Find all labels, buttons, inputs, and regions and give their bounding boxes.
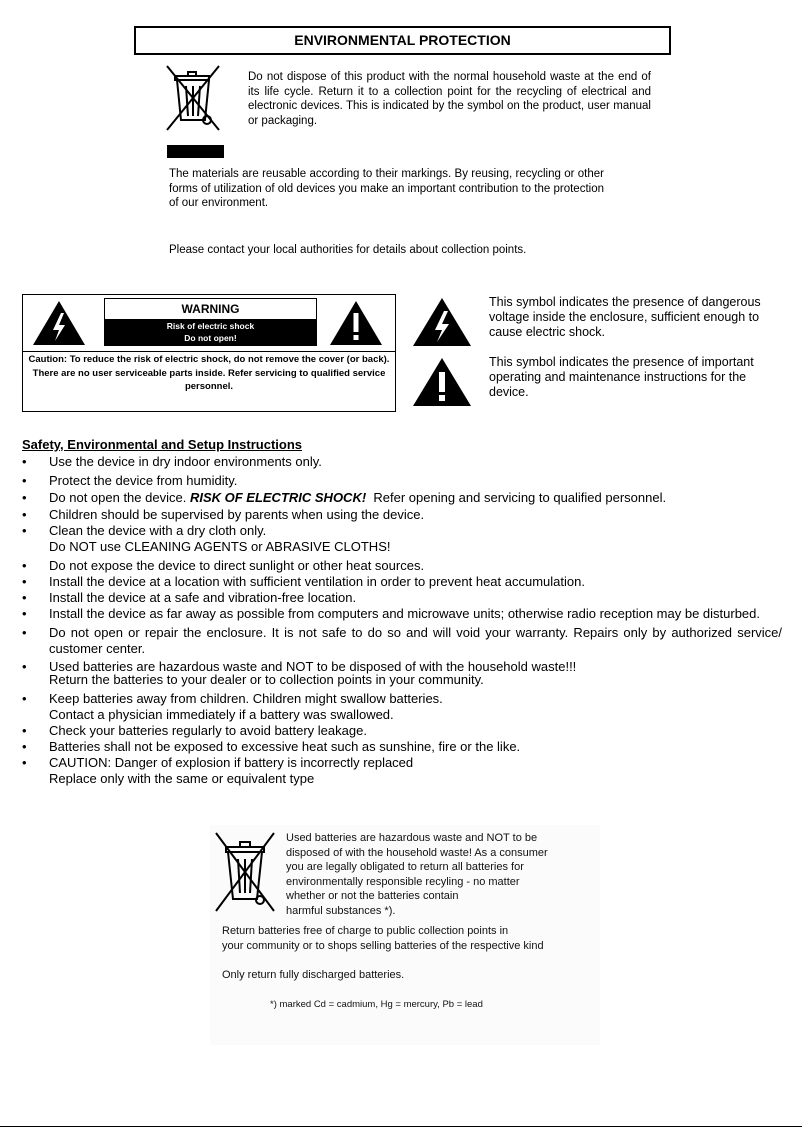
list-item-text: Install the device at a location with sufficient ventilation in order to prevent heat accumulation. — [49, 574, 585, 589]
lightning-symbol-description: This symbol indicates the presence of dangerous voltage inside the enclosure, sufficient enough to cause electric shock. — [489, 295, 761, 339]
bullet: • — [22, 490, 27, 505]
list-item-text: Children should be supervised by parents when using the device. — [49, 507, 425, 522]
list-item-text-line2: Return the batteries to your dealer or to collection points in your community. — [49, 672, 484, 687]
list-item-text: Check your batteries regularly to avoid battery leakage. — [49, 723, 367, 738]
list-item — [22, 507, 782, 523]
battery-return-text — [222, 924, 602, 953]
list-item-text: Install the device as far away as possible from computers and microwave units; otherwise radio reception may be disturbed. — [49, 606, 761, 621]
bullet: • — [22, 659, 27, 674]
list-item-text-line2: Do NOT use CLEANING AGENTS or ABRASIVE CLOTHS! — [49, 539, 391, 554]
environmental-protection-title: ENVIRONMENTAL PROTECTION — [134, 26, 671, 55]
list-item-text — [49, 490, 782, 506]
safety-list — [22, 454, 782, 787]
electric-shock-emphasis: RISK OF ELECTRIC SHOCK! — [189, 490, 367, 505]
battery-line: harmful substances *). — [286, 904, 396, 917]
warning-caption: Caution: To reduce the risk of electric shock, do not remove the cover (or back). There are no user serviceable parts inside. Refer servicing to qualified service personnel. — [28, 354, 390, 392]
battery-line: environmentally responsible recyling - no matter — [286, 875, 520, 888]
battery-line: Used batteries are hazardous waste and NOT to be — [286, 832, 538, 844]
list-item — [22, 723, 782, 739]
bullet: • — [22, 625, 27, 640]
bullet: • — [22, 691, 27, 706]
env-paragraph-contact: Please contact your local authorities for details about collection points. — [169, 244, 527, 256]
list-item — [22, 490, 782, 506]
list-item — [22, 660, 782, 686]
battery-discharged-text: Only return fully discharged batteries. — [222, 969, 405, 981]
exclamation-warning-icon — [328, 299, 384, 347]
bullet: • — [22, 558, 27, 573]
list-item-text: Clean the device with a dry cloth only. — [49, 523, 267, 538]
bullet: • — [22, 590, 27, 605]
lightning-warning-icon — [31, 299, 87, 347]
list-item — [22, 625, 782, 657]
battery-line: whether or not the batteries contain — [286, 890, 459, 903]
weee-crossed-bin-icon — [163, 62, 223, 137]
bullet: • — [22, 723, 27, 738]
list-item-text: Do not expose the device to direct sunlight or other heat sources. — [49, 558, 425, 573]
bullet: • — [22, 523, 27, 538]
list-item — [22, 454, 782, 470]
list-item-text: CAUTION: Danger of explosion if battery is incorrectly replaced — [49, 755, 414, 770]
battery-notice — [210, 825, 600, 1045]
list-item-text: Use the device in dry indoor environments only. — [49, 454, 322, 469]
battery-return-line: Return batteries free of charge to public collection points in — [222, 925, 509, 937]
bullet: • — [22, 507, 27, 522]
warning-panel — [22, 294, 396, 412]
page-bottom-rule — [0, 1126, 802, 1127]
warning-line-do-not-open: Do not open! — [184, 333, 237, 343]
warning-title: WARNING — [104, 298, 317, 320]
battery-line: you are legally obligated to return all batteries for — [286, 861, 524, 874]
safety-heading: Safety, Environmental and Setup Instructions — [22, 437, 303, 452]
lightning-symbol-icon — [411, 296, 473, 348]
list-item-text: Batteries shall not be exposed to excessive heat such as sunshine, fire or the like. — [49, 739, 521, 754]
battery-footnote: *) marked Cd = cadmium, Hg = mercury, Pb = lead — [270, 999, 483, 1010]
env-paragraph-materials: The materials are reusable according to their markings. By reusing, recycling or other forms of utilization of old devices you make an important contribution to the protection of our environment. — [169, 168, 604, 209]
battery-crossed-bin-icon — [212, 827, 278, 919]
list-item-text-line2: Contact a physician immediately if a battery was swallowed. — [49, 707, 394, 722]
bullet: • — [22, 755, 27, 770]
list-item-text: Used batteries are hazardous waste and NOT to be disposed of with the household waste!!! — [49, 659, 577, 674]
list-item-text: Keep batteries away from children. Children might swallow batteries. — [49, 691, 443, 706]
list-item — [22, 523, 782, 555]
battery-line: disposed of with the household waste! As a consumer — [286, 846, 548, 859]
exclamation-symbol-description: This symbol indicates the presence of important operating and maintenance instructions for the device. — [489, 355, 754, 399]
list-item — [22, 755, 782, 787]
weee-bar — [167, 145, 224, 158]
list-item — [22, 606, 782, 622]
list-item-text-line2: Replace only with the same or equivalent type — [49, 771, 315, 786]
exclamation-symbol-icon — [411, 356, 473, 408]
bullet: • — [22, 739, 27, 754]
battery-return-line: your community or to shops selling batteries of the respective kind — [222, 939, 544, 952]
list-item — [22, 574, 782, 590]
list-item — [22, 590, 782, 606]
battery-warning-text — [286, 831, 596, 919]
bullet: • — [22, 574, 27, 589]
list-item-text: Install the device at a safe and vibration-free location. — [49, 590, 357, 605]
list-item-text-post: Refer opening and servicing to qualified personnel. — [366, 490, 667, 505]
warning-line-risk: Risk of electric shock — [166, 321, 255, 331]
list-item — [22, 558, 782, 574]
env-paragraph-disposal: Do not dispose of this product with the normal household waste at the end of its life cycle. Return it to a collection point for the recycling of electrical and electronic devices. This is indicated by the symbol on the product, user manual or packaging. — [248, 71, 651, 127]
list-item-text-pre: Do not open the device. — [49, 490, 190, 505]
bullet: • — [22, 606, 27, 621]
bullet: • — [22, 454, 27, 469]
bullet: • — [22, 473, 27, 488]
warning-divider — [23, 351, 395, 352]
list-item-text: Protect the device from humidity. — [49, 473, 238, 488]
warning-band — [104, 319, 317, 346]
list-item — [22, 739, 782, 755]
list-item — [22, 473, 782, 489]
list-item — [22, 691, 782, 723]
list-item-text: Do not open or repair the enclosure. It is not safe to do so and will void your warranty. Repairs only by authorized service/ customer center. — [49, 625, 782, 656]
